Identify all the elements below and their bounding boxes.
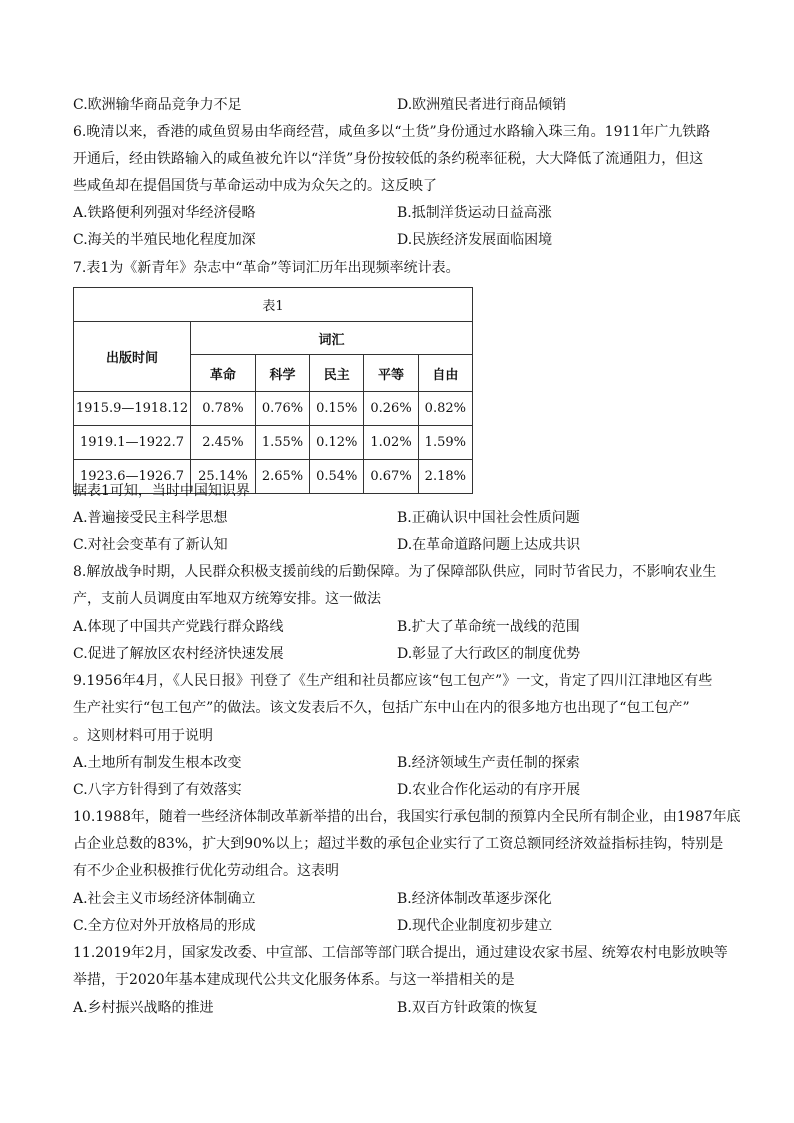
q10-stem-line3: 有不少企业积极推行优化劳动组合。这表明 xyxy=(73,863,339,879)
q7-option-c: C.对社会变革有了新认知 xyxy=(73,537,228,553)
q6-stem-line2: 开通后，经由铁路输入的咸鱼被允许以“洋货”身份按较低的条约税率征税，大大降低了流通阻力，但这 xyxy=(73,151,704,167)
cell-value: 1.02% xyxy=(364,426,418,460)
header-word-democracy: 民主 xyxy=(310,355,364,392)
q11-option-a: A.乡村振兴战略的推进 xyxy=(73,1000,214,1016)
q6-stem-line1: 6.晚清以来，香港的咸鱼贸易由华商经营，咸鱼多以“土货”身份通过水路输入珠三角。1911年广九铁路 xyxy=(73,124,711,140)
q5-option-c: C.欧洲输华商品竞争力不足 xyxy=(73,97,242,113)
q5-option-d: D.欧洲殖民者进行商品倾销 xyxy=(397,97,567,113)
frequency-table xyxy=(73,287,473,494)
q6-option-b: B.抵制洋货运动日益高涨 xyxy=(397,205,552,221)
q7-stem-line1: 7.表1为《新青年》杂志中“革命”等词汇历年出现频率统计表。 xyxy=(73,260,460,276)
cell-value: 25.14% xyxy=(191,460,256,494)
cell-value: 0.76% xyxy=(255,392,309,426)
q6-option-a: A.铁路便利列强对华经济侵略 xyxy=(73,205,256,221)
q8-option-a: A.体现了中国共产党践行群众路线 xyxy=(73,619,284,635)
header-word-equality: 平等 xyxy=(364,355,418,392)
q10-stem-line2: 占企业总数的83%，扩大到90%以上；超过半数的承包企业实行了工资总额同经济效益指标挂钩，特别是 xyxy=(73,836,724,852)
cell-value: 2.18% xyxy=(418,460,472,494)
q9-stem-line1: 9.1956年4月，《人民日报》刊登了《生产组和社员都应该“包工包产”》一文，肯定了四川江津地区有些 xyxy=(73,673,713,689)
q8-stem-line1: 8.解放战争时期，人民群众积极支援前线的后勤保障。为了保障部队供应，同时节省民力，不影响农业生 xyxy=(73,564,717,580)
q10-option-b: B.经济体制改革逐步深化 xyxy=(397,891,552,907)
cell-value: 1.55% xyxy=(255,426,309,460)
cell-value: 1.59% xyxy=(418,426,472,460)
q9-option-b: B.经济领域生产责任制的探索 xyxy=(397,755,580,771)
q9-option-d: D.农业合作化运动的有序开展 xyxy=(397,782,581,798)
cell-value: 0.15% xyxy=(310,392,364,426)
q11-stem-line2: 举措，于2020年基本建成现代公共文化服务体系。与这一举措相关的是 xyxy=(73,972,515,988)
q7-stem-line2: 据表1可知，当时中国知识界 xyxy=(73,483,250,499)
table-row xyxy=(74,426,473,460)
header-word-science: 科学 xyxy=(255,355,309,392)
q9-stem-line2: 生产社实行“包工包产”的做法。该文发表后不久，包括广东中山在内的很多地方也出现了“包工包产” xyxy=(73,700,690,716)
q7-option-d: D.在革命道路问题上达成共识 xyxy=(397,537,581,553)
table-caption: 表1 xyxy=(74,288,473,322)
header-publish-time: 出版时间 xyxy=(74,322,191,392)
q10-option-c: C.全方位对外开放格局的形成 xyxy=(73,918,256,934)
q7-option-a: A.普遍接受民主科学思想 xyxy=(73,510,228,526)
q9-stem-line3: 。这则材料可用于说明 xyxy=(73,728,213,744)
q8-stem-line2: 产，支前人员调度由军地双方统筹安排。这一做法 xyxy=(73,591,381,607)
cell-period: 1919.1—1922.7 xyxy=(74,426,191,460)
q6-stem-line3: 些咸鱼却在提倡国货与革命运动中成为众矢之的。这反映了 xyxy=(73,178,437,194)
q6-option-d: D.民族经济发展面临困境 xyxy=(397,232,553,248)
q8-option-d: D.彰显了大行政区的制度优势 xyxy=(397,646,581,662)
cell-value: 0.26% xyxy=(364,392,418,426)
cell-value: 0.67% xyxy=(364,460,418,494)
cell-value: 0.12% xyxy=(310,426,364,460)
q8-option-b: B.扩大了革命统一战线的范围 xyxy=(397,619,580,635)
q7-option-b: B.正确认识中国社会性质问题 xyxy=(397,510,580,526)
q9-option-c: C.八字方针得到了有效落实 xyxy=(73,782,242,798)
q10-option-a: A.社会主义市场经济体制确立 xyxy=(73,891,256,907)
table-row xyxy=(74,392,473,426)
q8-option-c: C.促进了解放区农村经济快速发展 xyxy=(73,646,284,662)
header-word-revolution: 革命 xyxy=(191,355,256,392)
cell-value: 2.45% xyxy=(191,426,256,460)
header-vocab: 词汇 xyxy=(191,322,473,355)
cell-value: 0.82% xyxy=(418,392,472,426)
header-word-freedom: 自由 xyxy=(418,355,472,392)
q11-stem-line1: 11.2019年2月，国家发改委、中宣部、工信部等部门联合提出，通过建设农家书屋、统筹农村电影放映等 xyxy=(73,945,728,961)
cell-value: 0.54% xyxy=(310,460,364,494)
q10-option-d: D.现代企业制度初步建立 xyxy=(397,918,553,934)
cell-period: 1923.6—1926.7 xyxy=(74,460,191,494)
cell-value: 0.78% xyxy=(191,392,256,426)
q6-option-c: C.海关的半殖民地化程度加深 xyxy=(73,232,256,248)
cell-period: 1915.9—1918.12 xyxy=(74,392,191,426)
q9-option-a: A.土地所有制发生根本改变 xyxy=(73,755,242,771)
q11-option-b: B.双百方针政策的恢复 xyxy=(397,1000,538,1016)
q10-stem-line1: 10.1988年，随着一些经济体制改革新举措的出台，我国实行承包制的预算内全民所有制企业，由1987年底 xyxy=(73,809,741,825)
cell-value: 2.65% xyxy=(255,460,309,494)
